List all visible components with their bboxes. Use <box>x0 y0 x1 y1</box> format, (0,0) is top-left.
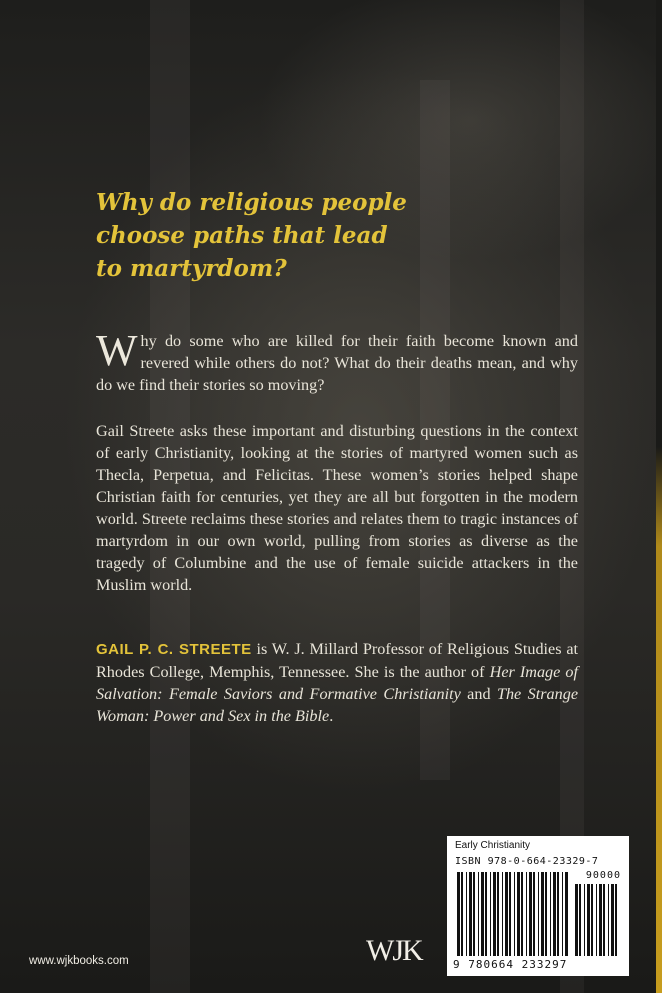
drop-cap: W <box>96 326 138 375</box>
barcode-bar <box>550 872 551 956</box>
intro-paragraph <box>96 326 578 396</box>
barcode-bar <box>541 872 544 956</box>
barcode-bar <box>579 884 581 956</box>
headline-question <box>96 186 426 285</box>
intro-text: hy do some who are killed for their faith become known and revered while others do not? What do their deaths mean, and why do we find their stories so moving? <box>96 332 578 394</box>
barcode-bar <box>485 872 487 956</box>
barcode-bar <box>469 872 472 956</box>
barcode-bar <box>466 872 467 956</box>
book-title: The Strange Woman: Power and Sex in the Bible <box>96 685 579 725</box>
isbn-text: ISBN 978-0-664-23329-7 <box>455 856 599 867</box>
barcode-bar <box>545 872 547 956</box>
barcode-bar <box>603 884 605 956</box>
description-paragraph: Gail Streete asks these important and disturbing questions in the context of early Christianity, looking at the stories of martyred women such as Thecla, Perpetua, and Felicitas. These women’s stories helped shape Christian faith for centuries, yet they are all but forgotten in the modern world. Streete reclaims these stories and relates them to tragic instances of martyrdom in our own world, pulling from stories as diverse as the tragedy of Columbine and the use of female suicide attackers in the Muslim world. <box>96 422 578 594</box>
barcode-bar <box>596 884 597 956</box>
barcode-bar <box>557 872 559 956</box>
author-bio-text: is W. J. Millard Professor of Religious Studies at Rhodes College, Memphis, Tennessee. She is the author of <box>96 640 578 681</box>
barcode-bar <box>553 872 556 956</box>
barcode-bar <box>608 884 609 956</box>
book-title: Her Image of Salvation: Female Saviors and Formative Christianity <box>96 663 579 703</box>
barcode-bar <box>493 872 496 956</box>
barcode-bar <box>533 872 535 956</box>
headline-line: Why do religious people <box>96 189 407 216</box>
barcode-bar <box>587 884 590 956</box>
barcode-bar <box>497 872 499 956</box>
barcode-bar <box>461 872 463 956</box>
barcode-bar <box>514 872 515 956</box>
barcode-bar <box>615 884 617 956</box>
barcode-bar <box>478 872 479 956</box>
barcode-bar <box>457 872 460 956</box>
author-name: GAIL P. C. STREETE <box>96 641 252 658</box>
author-bio <box>96 638 578 727</box>
barcode-bar <box>584 884 585 956</box>
barcode-bar <box>526 872 527 956</box>
author-bio-text: and <box>460 685 497 703</box>
barcode-category: Early Christianity <box>455 840 531 851</box>
barcode-digits: 9 780664 233297 <box>453 958 568 971</box>
barcode-bar <box>562 872 563 956</box>
barcode-bar <box>611 884 614 956</box>
barcode-bar <box>521 872 523 956</box>
publisher-logo: WJK <box>366 934 422 967</box>
author-bio-text: . <box>329 707 334 725</box>
price-code: 90000 <box>585 870 621 881</box>
barcode-label <box>447 836 629 976</box>
barcode-bars <box>457 872 569 956</box>
barcode-bar <box>502 872 503 956</box>
barcode-bar <box>575 884 578 956</box>
barcode-bar <box>529 872 532 956</box>
headline-line: to martyrdom? <box>96 255 287 282</box>
barcode-bar <box>565 872 568 956</box>
barcode-bar <box>599 884 602 956</box>
spine-edge <box>656 0 662 993</box>
barcode-bar <box>505 872 508 956</box>
headline-line: choose paths that lead <box>96 222 388 249</box>
barcode-bar <box>509 872 511 956</box>
barcode-bar <box>517 872 520 956</box>
barcode-addon-bars <box>575 884 621 956</box>
barcode-bar <box>490 872 491 956</box>
barcode-bar <box>591 884 593 956</box>
barcode-bar <box>538 872 539 956</box>
website-url: www.wjkbooks.com <box>29 955 129 967</box>
barcode-bar <box>481 872 484 956</box>
barcode-bar <box>473 872 475 956</box>
